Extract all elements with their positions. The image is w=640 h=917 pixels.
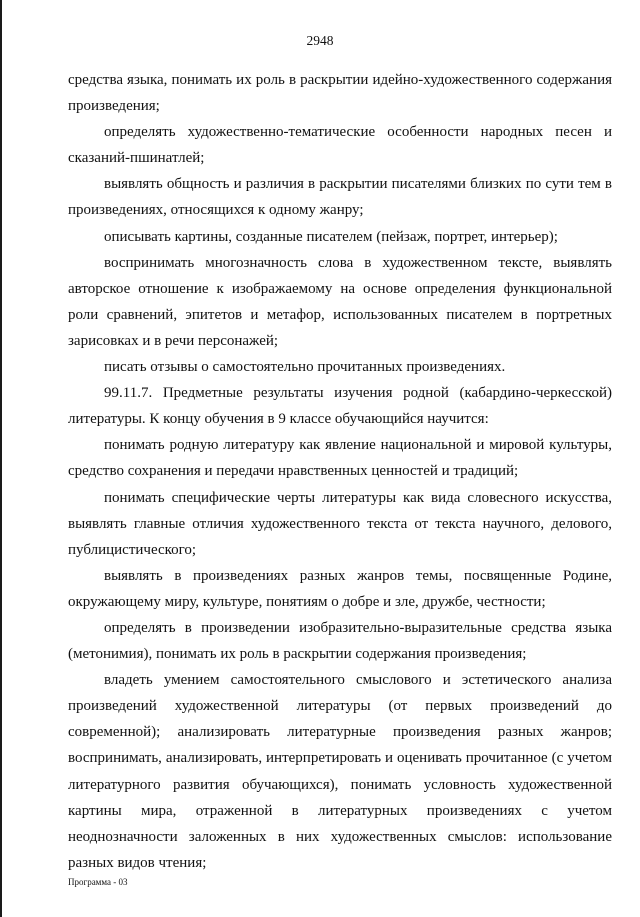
page-number: 2948 (306, 33, 334, 48)
footer-label: Программа - 03 (68, 877, 128, 887)
scan-edge (0, 0, 2, 917)
paragraph-native-literature: понимать родную литературу как явление национальной и мировой культуры, средство сохранения и передачи нравственных ценностей и традиций; (68, 437, 612, 480)
body-text (68, 67, 612, 876)
paragraph-folk-songs: определять художественно-тематические особенности народных песен и сказаний-пшинатлей; (68, 124, 612, 167)
paragraph-genre-themes: выявлять в произведениях разных жанров темы, посвященные Родине, окружающему миру, культуре, понятиям о добре и зле, дружбе, честности; (68, 567, 612, 610)
paragraph-metonymy: определять в произведении изобразительно-выразительные средства языка (метонимия), понимать их роль в раскрытии содержания произведения; (68, 619, 612, 663)
paragraph-reviews: писать отзывы о самостоятельно прочитанных произведениях. (104, 359, 506, 376)
paragraph-section-heading: 99.11.7. Предметные результаты изучения родной (кабардино-черкесской) литературы. К концу обучения в 9 классе обучающийся научится: (68, 385, 612, 428)
paragraph-common-themes: выявлять общность и различия в раскрытии писателями близких по сути тем в произведениях, относящихся к одному жанру; (68, 176, 612, 219)
paragraph-continuation: средства языка, понимать их роль в раскрытии идейно-художественного содержания произведения; (68, 72, 612, 115)
paragraph-polysemy: воспринимать многозначность слова в художественном тексте, выявлять авторское отношение к изображаемому на основе определения функциональной роли сравнений, эпитетов и метафор, использованных писателем в портретных зарисовках и в речи персонажей; (68, 254, 612, 349)
paragraph-specific-features: понимать специфические черты литературы как вида словесного искусства, выявлять главные отличия художественного текста от текста научного, делового, публицистического; (68, 489, 612, 558)
paragraph-analysis-skills: владеть умением самостоятельного смыслового и эстетического анализа произведений художественной литературы (от первых произведений до современной); анализировать литературные произведения разных жанров; воспринимать, анализировать, интерпретировать и оценивать прочитанное (с учетом литературного развития обучающихся), понимать условность художественной картины мира, отраженной в литературных произведениях с учетом неоднозначности заложенных в них художественных смыслов: использование разных видов чтения; (68, 672, 612, 871)
paragraph-describe-pictures: описывать картины, созданные писателем (пейзаж, портрет, интерьер); (104, 228, 558, 245)
